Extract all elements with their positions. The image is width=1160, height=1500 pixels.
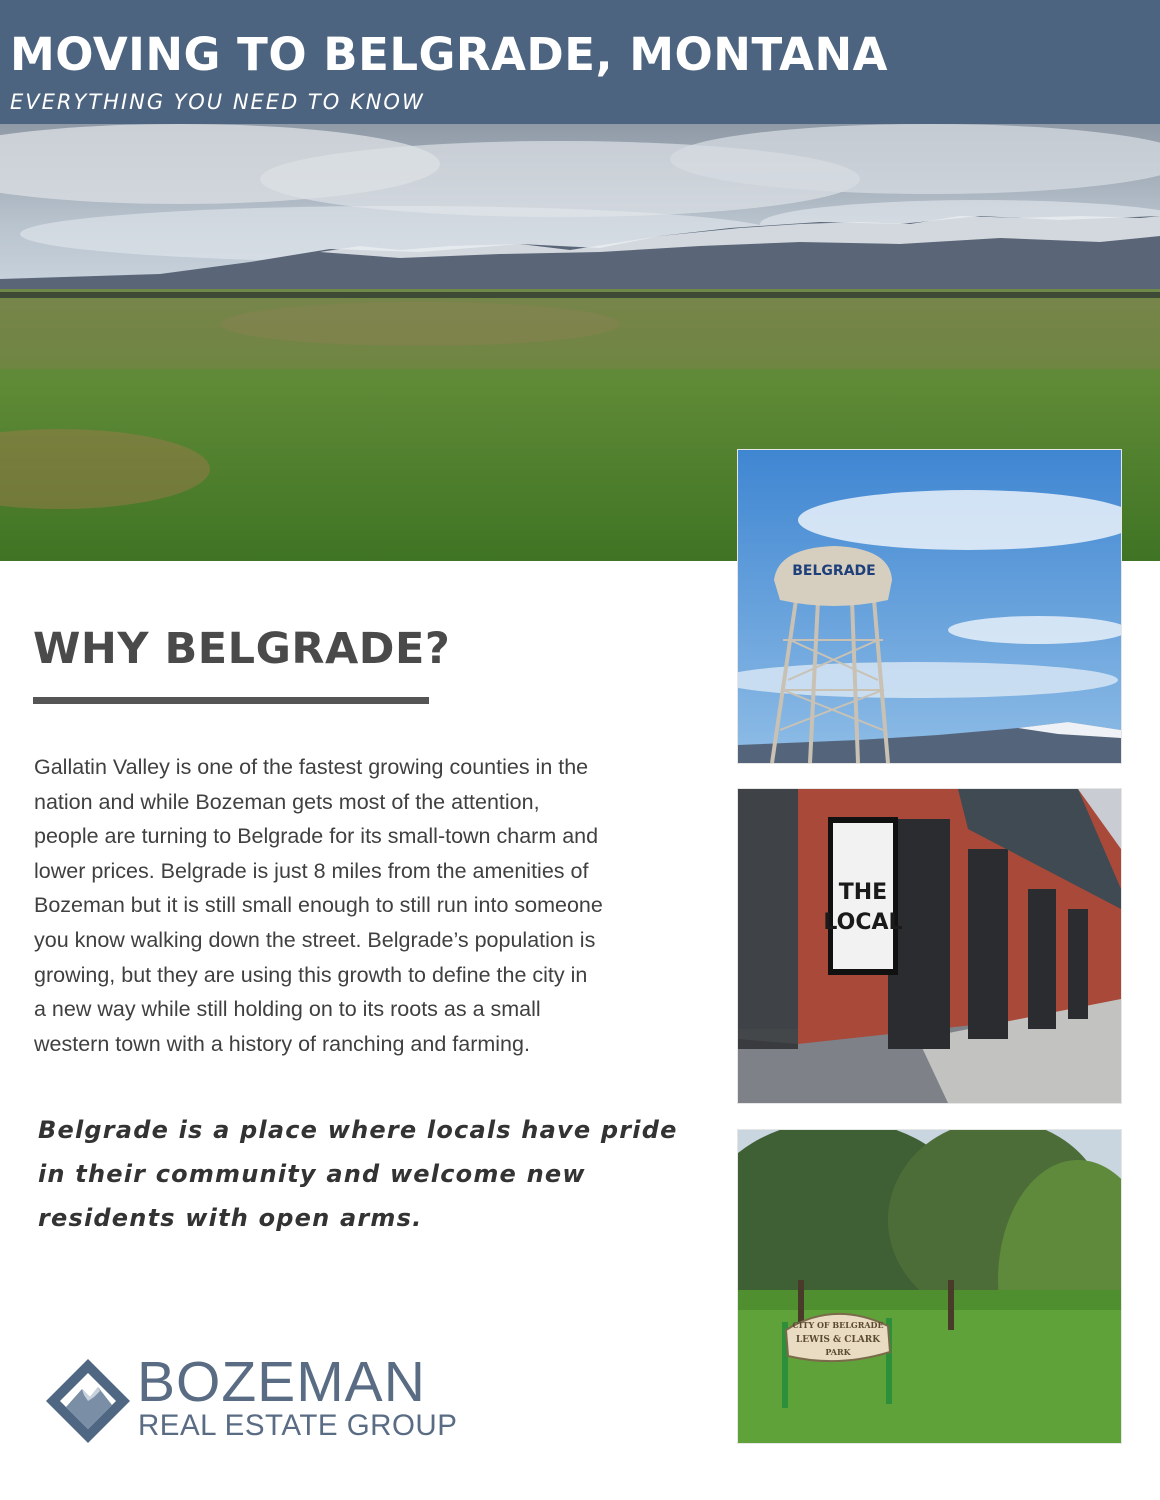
water-tower-label: BELGRADE <box>792 563 876 579</box>
street-sign-line-1: THE <box>838 880 888 905</box>
diamond-mountain-icon <box>44 1357 132 1445</box>
body-line: Gallatin Valley is one of the fastest growing counties in the <box>34 755 589 779</box>
section-heading: WHY BELGRADE? <box>33 624 451 674</box>
body-line: Bozeman but it is still small enough to still run into someone <box>34 893 603 918</box>
park-sign-line-3: PARK <box>825 1347 851 1357</box>
header-band <box>0 0 1160 124</box>
body-line: lower prices. Belgrade is just 8 miles from the amenities of <box>34 858 589 883</box>
callout-quote <box>38 1108 698 1240</box>
park-sign-line-2: LEWIS & CLARK <box>795 1335 881 1345</box>
callout-line: Belgrade is a place where locals have pride <box>38 1116 678 1144</box>
logo-subtitle: REAL ESTATE GROUP <box>138 1409 458 1442</box>
park-sign-photo <box>738 1130 1121 1443</box>
body-line: western town with a history of ranching and farming. <box>34 1031 530 1056</box>
body-line: people are turning to Belgrade for its small-town charm and <box>34 824 599 849</box>
callout-line: in their community and welcome new <box>38 1160 586 1188</box>
body-line: you know walking down the street. Belgrade’s population is <box>34 927 596 952</box>
body-line: growing, but they are using this growth to define the city in <box>34 962 588 987</box>
storefront-street-photo <box>738 789 1121 1103</box>
page-subtitle: EVERYTHING YOU NEED TO KNOW <box>10 90 425 114</box>
page-title: MOVING TO BELGRADE, MONTANA <box>10 28 888 81</box>
body-line: nation and while Bozeman gets most of the attention, <box>34 789 540 814</box>
callout-line: residents with open arms. <box>38 1204 423 1232</box>
logo-name: BOZEMAN <box>137 1350 426 1414</box>
park-sign-line-1: CITY OF BELGRADE <box>792 1320 884 1330</box>
body-paragraph <box>34 750 704 1061</box>
water-tower-photo <box>738 450 1121 763</box>
heading-underline <box>33 697 429 704</box>
street-sign-line-2: LOCAL <box>823 910 903 935</box>
body-line: a new way while still holding on to its roots as a small <box>34 997 541 1022</box>
